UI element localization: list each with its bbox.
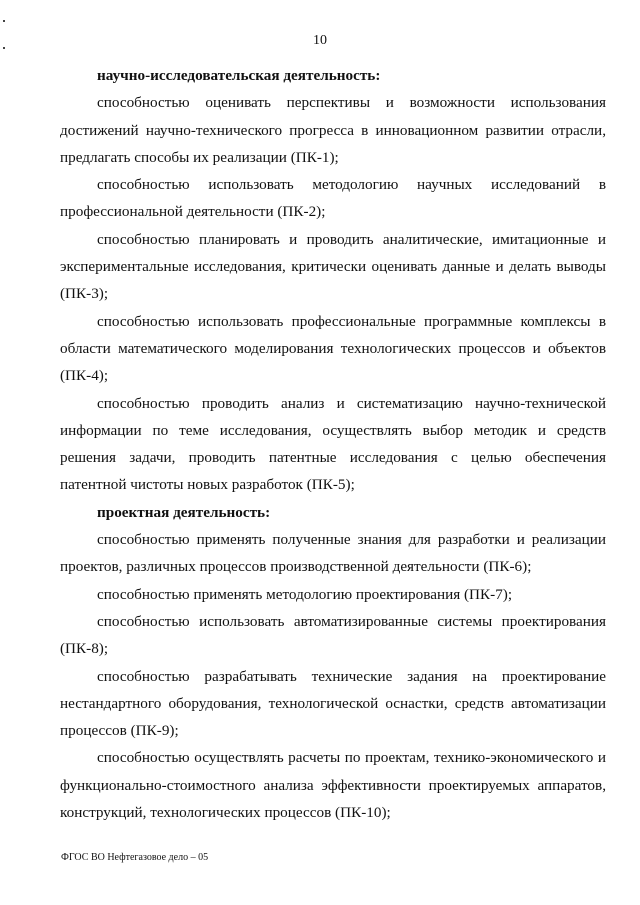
section-heading-design: проектная деятельность: <box>97 503 271 521</box>
document-body <box>60 62 606 826</box>
scan-mark <box>3 20 5 22</box>
competency-pk-4: способностью использовать профессиональные программные комплексы в области математического моделирования технологических процессов и объектов (ПК-4); <box>60 312 606 385</box>
competency-pk-3: способностью планировать и проводить аналитические, имитационные и экспериментальные исследования, критически оценивать данные и делать выводы (ПК-3); <box>60 230 606 303</box>
competency-pk-5: способностью проводить анализ и систематизацию научно-технической информации по теме исследования, осуществлять выбор методик и средств решения задачи, проводить патентные исследования с целью обеспечения патентной чистоты новых разработок (ПК-5); <box>60 394 606 494</box>
competency-pk-6: способностью применять полученные знания для разработки и реализации проектов, различных процессов производственной деятельности (ПК-6); <box>60 531 606 576</box>
competency-pk-9: способностью разрабатывать технические задания на проектирование нестандартного оборудования, технологической оснастки, средств автоматизации процессов (ПК-9); <box>60 667 606 740</box>
competency-pk-2: способностью использовать методологию научных исследований в профессиональной деятельности (ПК-2); <box>60 176 606 221</box>
page-footer: ФГОС ВО Нефтегазовое дело – 05 <box>61 852 209 863</box>
section-heading-research: научно-исследовательская деятельность: <box>97 67 381 84</box>
page-number: 10 <box>313 33 327 48</box>
competency-pk-8: способностью использовать автоматизированные системы проектирования (ПК-8); <box>60 612 606 658</box>
competency-pk-1: способностью оценивать перспективы и возможности использования достижений научно-технического прогресса в инновационном развитии отрасли, предлагать способы их реализации (ПК-1); <box>60 94 606 166</box>
competency-pk-7: способностью применять методологию проектирования (ПК-7); <box>97 585 513 603</box>
competency-pk-10: способностью осуществлять расчеты по проектам, технико-экономического и функционально-стоимостного анализа эффективности проектируемых аппаратов, конструкций, технологических процессов (ПК-10); <box>60 749 606 822</box>
